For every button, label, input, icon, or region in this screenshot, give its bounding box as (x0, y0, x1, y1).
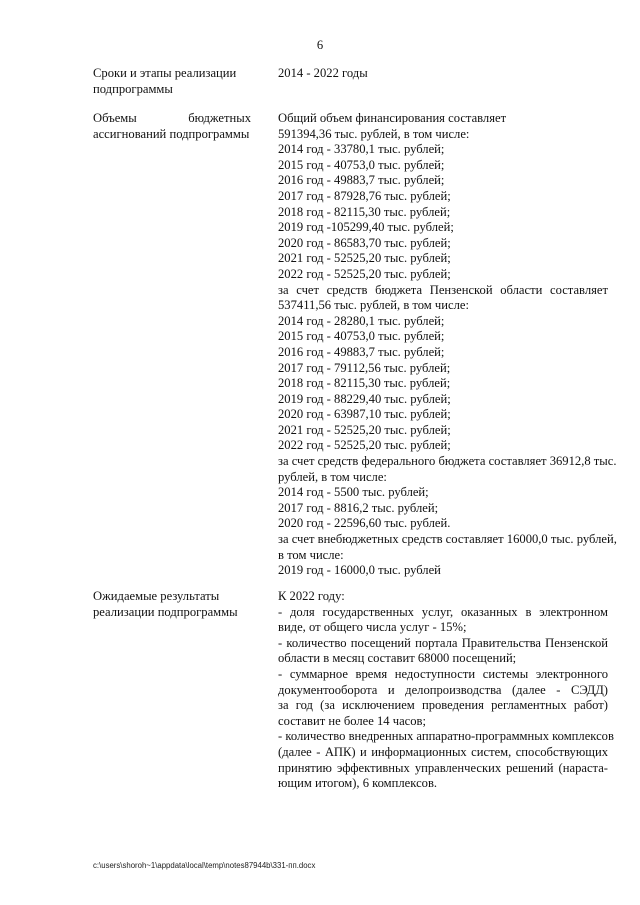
results-value-line: - суммарное время недоступности системы электронного (278, 666, 608, 681)
funding-value-line: 2017 год - 79112,56 тыс. рублей; (278, 360, 451, 375)
results-value-line: - количество внедренных аппаратно-программных комплексов (278, 729, 614, 744)
funding-value-line: 2021 год - 52525,20 тыс. рублей; (278, 422, 451, 437)
terms-label-line: Сроки и этапы реализации (93, 66, 237, 80)
funding-value-line: 2021 год - 52525,20 тыс. рублей; (278, 251, 451, 266)
funding-value-line: 2020 год - 22596,60 тыс. рублей. (278, 516, 451, 531)
funding-value-line: 2018 год - 82115,30 тыс. рублей; (278, 204, 451, 219)
funding-value-line: 2016 год - 49883,7 тыс. рублей; (278, 344, 445, 359)
funding-value-line: 2017 год - 87928,76 тыс. рублей; (278, 188, 451, 203)
page-number: 6 (316, 38, 324, 52)
funding-value-line: 2022 год - 52525,20 тыс. рублей; (278, 266, 451, 281)
funding-value-line: рублей, в том числе: (278, 469, 387, 484)
funding-value-line: 2020 год - 86583,70 тыс. рублей; (278, 235, 451, 250)
results-value-line: К 2022 году: (278, 589, 345, 603)
results-value-line: - количество посещений портала Правительства Пензенской (278, 635, 608, 650)
funding-label-line: ассигнований подпрограммы (93, 126, 250, 141)
results-value (278, 589, 614, 792)
funding-value-line: 2014 год - 5500 тыс. рублей; (278, 485, 429, 500)
results-value-line: (далее - АПК) и информационных систем, способствующих (278, 744, 608, 759)
results-value-line: области в месяц составит 68000 посещений; (278, 651, 517, 666)
funding-value-line: в том числе: (278, 547, 344, 562)
results-label (93, 589, 251, 620)
results-value-line: виде, от общего числа услуг - 15%; (278, 620, 467, 635)
funding-value-line: за счет средств бюджета Пензенской области составляет (278, 282, 608, 297)
funding-value-line: 2019 год -105299,40 тыс. рублей; (278, 220, 454, 235)
funding-value-line: 2017 год - 8816,2 тыс. рублей; (278, 500, 439, 515)
funding-value-line: 537411,56 тыс. рублей, в том числе: (278, 298, 469, 313)
funding-value-line: Общий объем финансирования составляет (278, 111, 507, 125)
funding-value-line: 2014 год - 33780,1 тыс. рублей; (278, 142, 445, 157)
terms-value (278, 66, 608, 82)
funding-value-line: 2016 год - 49883,7 тыс. рублей; (278, 173, 445, 188)
funding-value-line: 2014 год - 28280,1 тыс. рублей; (278, 313, 445, 328)
funding-value-line: за счет внебюджетных средств составляет 16000,0 тыс. рублей, (278, 532, 617, 547)
terms-value-line: 2014 - 2022 годы (278, 66, 368, 80)
terms-label-line: подпрограммы (93, 81, 173, 96)
funding-value (278, 111, 617, 579)
terms-label (93, 66, 251, 97)
funding-value-line: 2015 год - 40753,0 тыс. рублей; (278, 329, 445, 344)
results-label-line: реализации подпрограммы (93, 604, 238, 619)
file-path-footer: c:\users\shoroh~1\appdata\local\temp\notes87944b\331-пп.docx (93, 861, 316, 870)
funding-label (93, 111, 251, 142)
funding-value-line: 2022 год - 52525,20 тыс. рублей; (278, 438, 451, 453)
funding-value-line: за счет средств федерального бюджета составляет 36912,8 тыс. (278, 454, 617, 469)
funding-value-line: 2020 год - 63987,10 тыс. рублей; (278, 407, 451, 422)
results-value-line: - доля государственных услуг, оказанных в электронном (278, 604, 608, 619)
funding-value-line: 2019 год - 88229,40 тыс. рублей; (278, 391, 451, 406)
results-value-line: составит не более 14 часов; (278, 713, 427, 728)
results-label-line: Ожидаемые результаты (93, 589, 220, 603)
funding-value-line: 2019 год - 16000,0 тыс. рублей (278, 563, 441, 578)
funding-value-line: 591394,36 тыс. рублей, в том числе: (278, 126, 470, 141)
funding-label-line: Объемы бюджетных (93, 111, 251, 125)
results-value-line: принятию эффективных управленческих решений (нараста- (278, 760, 608, 775)
results-value-line: за год (за исключением проведения регламентных работ) (278, 698, 608, 713)
results-value-line: ющим итогом), 6 комплексов. (278, 776, 438, 791)
funding-value-line: 2015 год - 40753,0 тыс. рублей; (278, 157, 445, 172)
funding-value-line: 2018 год - 82115,30 тыс. рублей; (278, 376, 451, 391)
results-value-line: документооборота и делопроизводства (далее - СЭДД) (278, 682, 608, 697)
